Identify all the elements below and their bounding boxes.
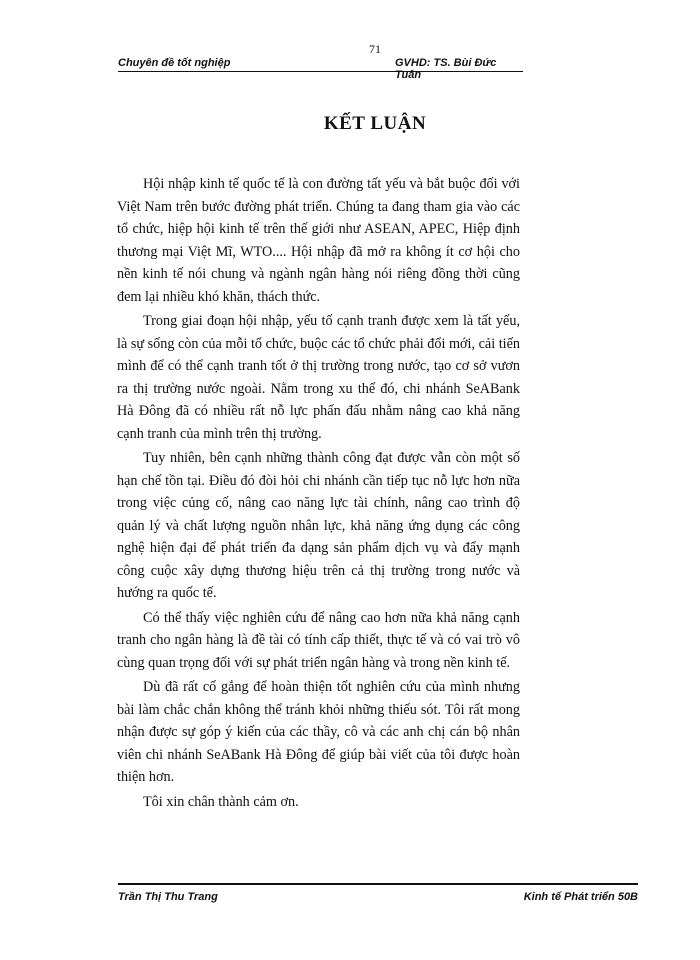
paragraph: Tuy nhiên, bên cạnh những thành công đạt được vẫn còn một số hạn chế tồn tại. Điều đó đòi hỏi chi nhánh cần tiếp tục nỗ lực hơn nữa trong việc củng cố, nâng cao năng lực tài chính, nâng cao trình độ quản lý và chất lượng nguồn nhân lực, khả năng ứng dụng các công nghệ hiện đại để phát triển đa dạng sản phẩm dịch vụ và đẩy mạnh công cuộc xây dựng thương hiệu trên cả thị trường trong nước và hướng ra quốc tế. (117, 450, 520, 601)
page-header (118, 57, 523, 81)
paragraph: Hội nhập kinh tế quốc tế là con đường tất yếu và bắt buộc đối với Việt Nam trên bước đường phát triển. Chúng ta đang tham gia vào các tổ chức, hiệp hội kinh tế trên thế giới như ASEAN, APEC, Hiệp định thương mại Việt Mĩ, WTO.... Hội nhập đã mở ra không ít cơ hội cho nền kinh tế nói chung và ngành ngân hàng nói riêng đồng thời cũng đem lại nhiều khó khăn, thách thức. (117, 176, 520, 305)
paragraph: Có thể thấy việc nghiên cứu để nâng cao hơn nữa khả năng cạnh tranh cho ngân hàng là đề tài có tính cấp thiết, thực tế và có vai trò vô cùng quan trọng đối với sự phát triển ngân hàng và trong nền kinh tế. (117, 609, 520, 671)
paragraph: Trong giai đoạn hội nhập, yếu tố cạnh tranh được xem là tất yếu, là sự sống còn của mỗi tổ chức, buộc các tổ chức phải đổi mới, cải tiến mình để có thể cạnh tranh tốt ở thị trường trong nước, tạo cơ sở vươn ra thị trường nước ngoài. Nằm trong xu thế đó, chi nhánh SeABank Hà Đông đã có nhiều rất nỗ lực phấn đấu nhằm nâng cao khả năng cạnh tranh của mình trên thị trường. (117, 313, 520, 442)
page-number: 71 (369, 42, 381, 56)
header-left-text: Chuyên đề tốt nghiệp (118, 57, 231, 69)
page-footer (118, 883, 638, 909)
paragraph: Tôi xin chân thành cảm ơn. (143, 793, 299, 810)
footer-left-text: Trần Thị Thu Trang (118, 891, 218, 903)
footer-right-text: Kinh tế Phát triển 50B (523, 891, 638, 903)
page-title: KẾT LUẬN (323, 113, 427, 134)
body-text (117, 173, 520, 815)
paragraph: Dù đã rất cố gắng để hoàn thiện tốt nghiên cứu của mình nhưng bài làm chắc chắn không thể tránh khỏi những thiếu sót. Tôi rất mong nhận được sự góp ý kiến của các thầy, cô và các anh chị cán bộ nhân viên chi nhánh SeABank Hà Đông để giúp bài viết của tôi được hoàn thiện hơn. (117, 679, 520, 785)
header-right-text: GVHD: TS. Bùi Đức Tuân (395, 57, 497, 81)
